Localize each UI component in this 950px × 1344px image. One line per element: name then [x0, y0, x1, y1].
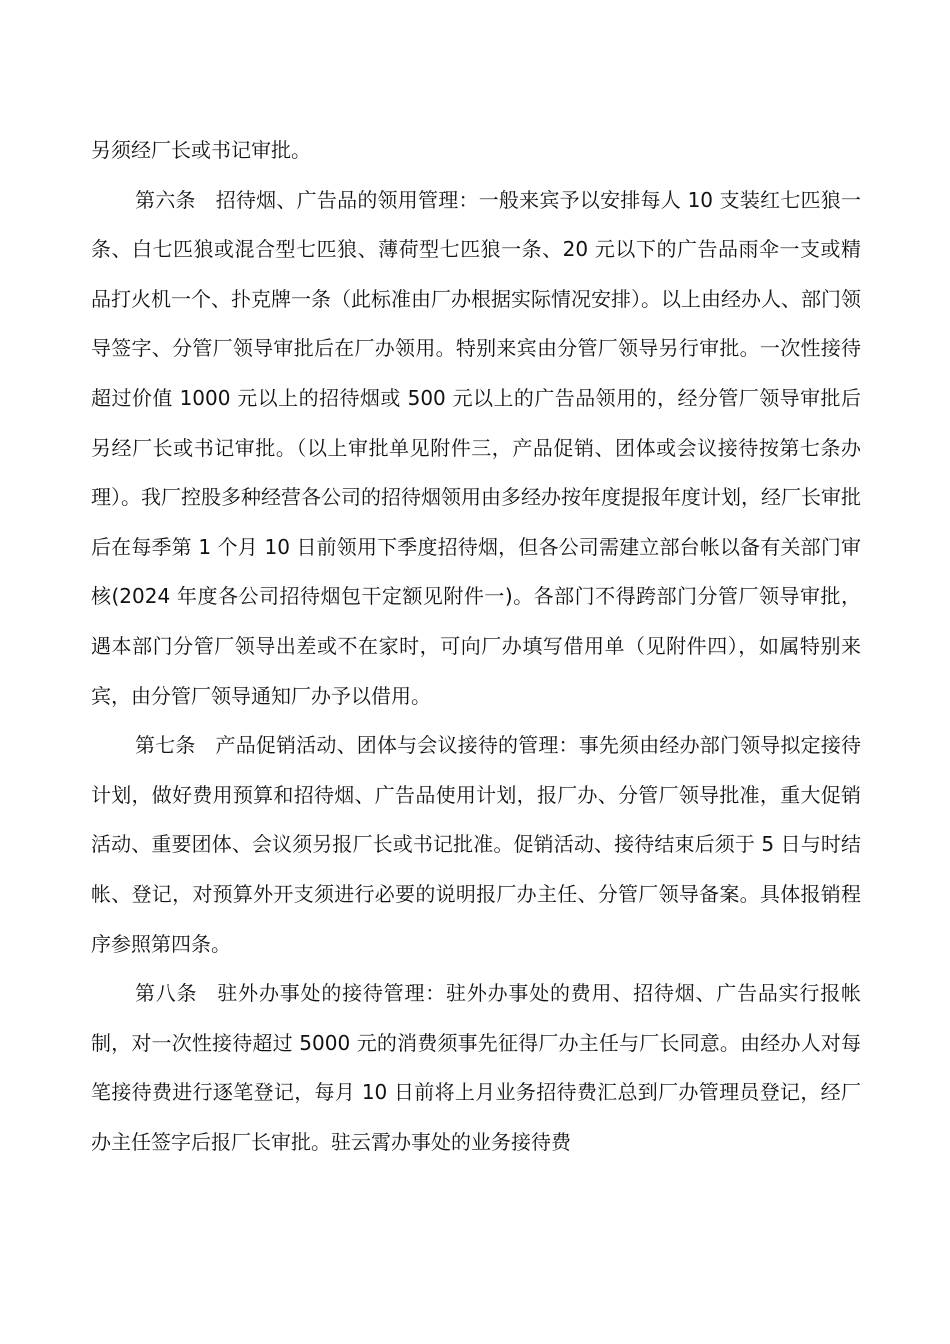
paragraph-article-7 [91, 721, 861, 969]
article-number: 第八条 [135, 981, 198, 1006]
paragraph-article-8 [91, 969, 861, 1167]
article-number: 第七条 [135, 733, 196, 758]
paragraph-continuation [91, 126, 861, 176]
paragraph-text: 另须经厂长或书记审批。 [91, 138, 311, 162]
document-page [91, 126, 861, 1167]
paragraph-text: 驻外办事处的接待管理：驻外办事处的费用、招待烟、广告品实行报帐制，对一次性接待超过 5000 元的消费须事先征得厂办主任与厂长同意。由经办人对每笔接待费进行逐笔登记，每月 10 日前将上月业务招待费汇总到厂办管理员登记，经厂办主任签字后报厂长审批。驻云霄办事处的业务接待费 [91, 981, 862, 1154]
paragraph-text: 招待烟、广告品的领用管理：一般来宾予以安排每人 10 支装红七匹狼一条、白七匹狼或混合型七匹狼、薄荷型七匹狼一条、20 元以下的广告品雨伞一支或精品打火机一个、扑克牌一条（此标准由厂办根据实际情况安排）。以上由经办人、部门领导签字、分管厂领导审批后在厂办领用。特别来宾由分管厂领导另行审批。一次性接待超过价值 1000 元以上的招待烟或 500 元以上的广告品领用的，经分管厂领导审批后另经厂长或书记审批。（以上审批单见附件三，产品促销、团体或会议接待按第七条办理）。我厂控股多种经营各公司的招待烟领用由多经办按年度提报年度计划，经厂长审批后在每季第 1 个月 10 日前领用下季度招待烟，但各公司需建立部台帐以备有关部门审核(2024 年度各公司招待烟包干定额见附件一)。各部门不得跨部门分管厂领导审批，遇本部门分管厂领导出差或不在家时，可向厂办填写借用单（见附件四），如属特别来宾，由分管厂领导通知厂办予以借用。 [91, 187, 862, 708]
paragraph-text: 产品促销活动、团体与会议接待的管理：事先须由经办部门领导拟定接待计划，做好费用预算和招待烟、广告品使用计划，报厂办、分管厂领导批准，重大促销活动、重要团体、会议须另报厂长或书记批准。促销活动、接待结束后须于 5 日与时结帐、登记，对预算外开支须进行必要的说明报厂办主任、分管厂领导备案。具体报销程序参照第四条。 [91, 733, 862, 956]
article-number: 第六条 [135, 187, 196, 212]
paragraph-article-6 [91, 176, 861, 722]
